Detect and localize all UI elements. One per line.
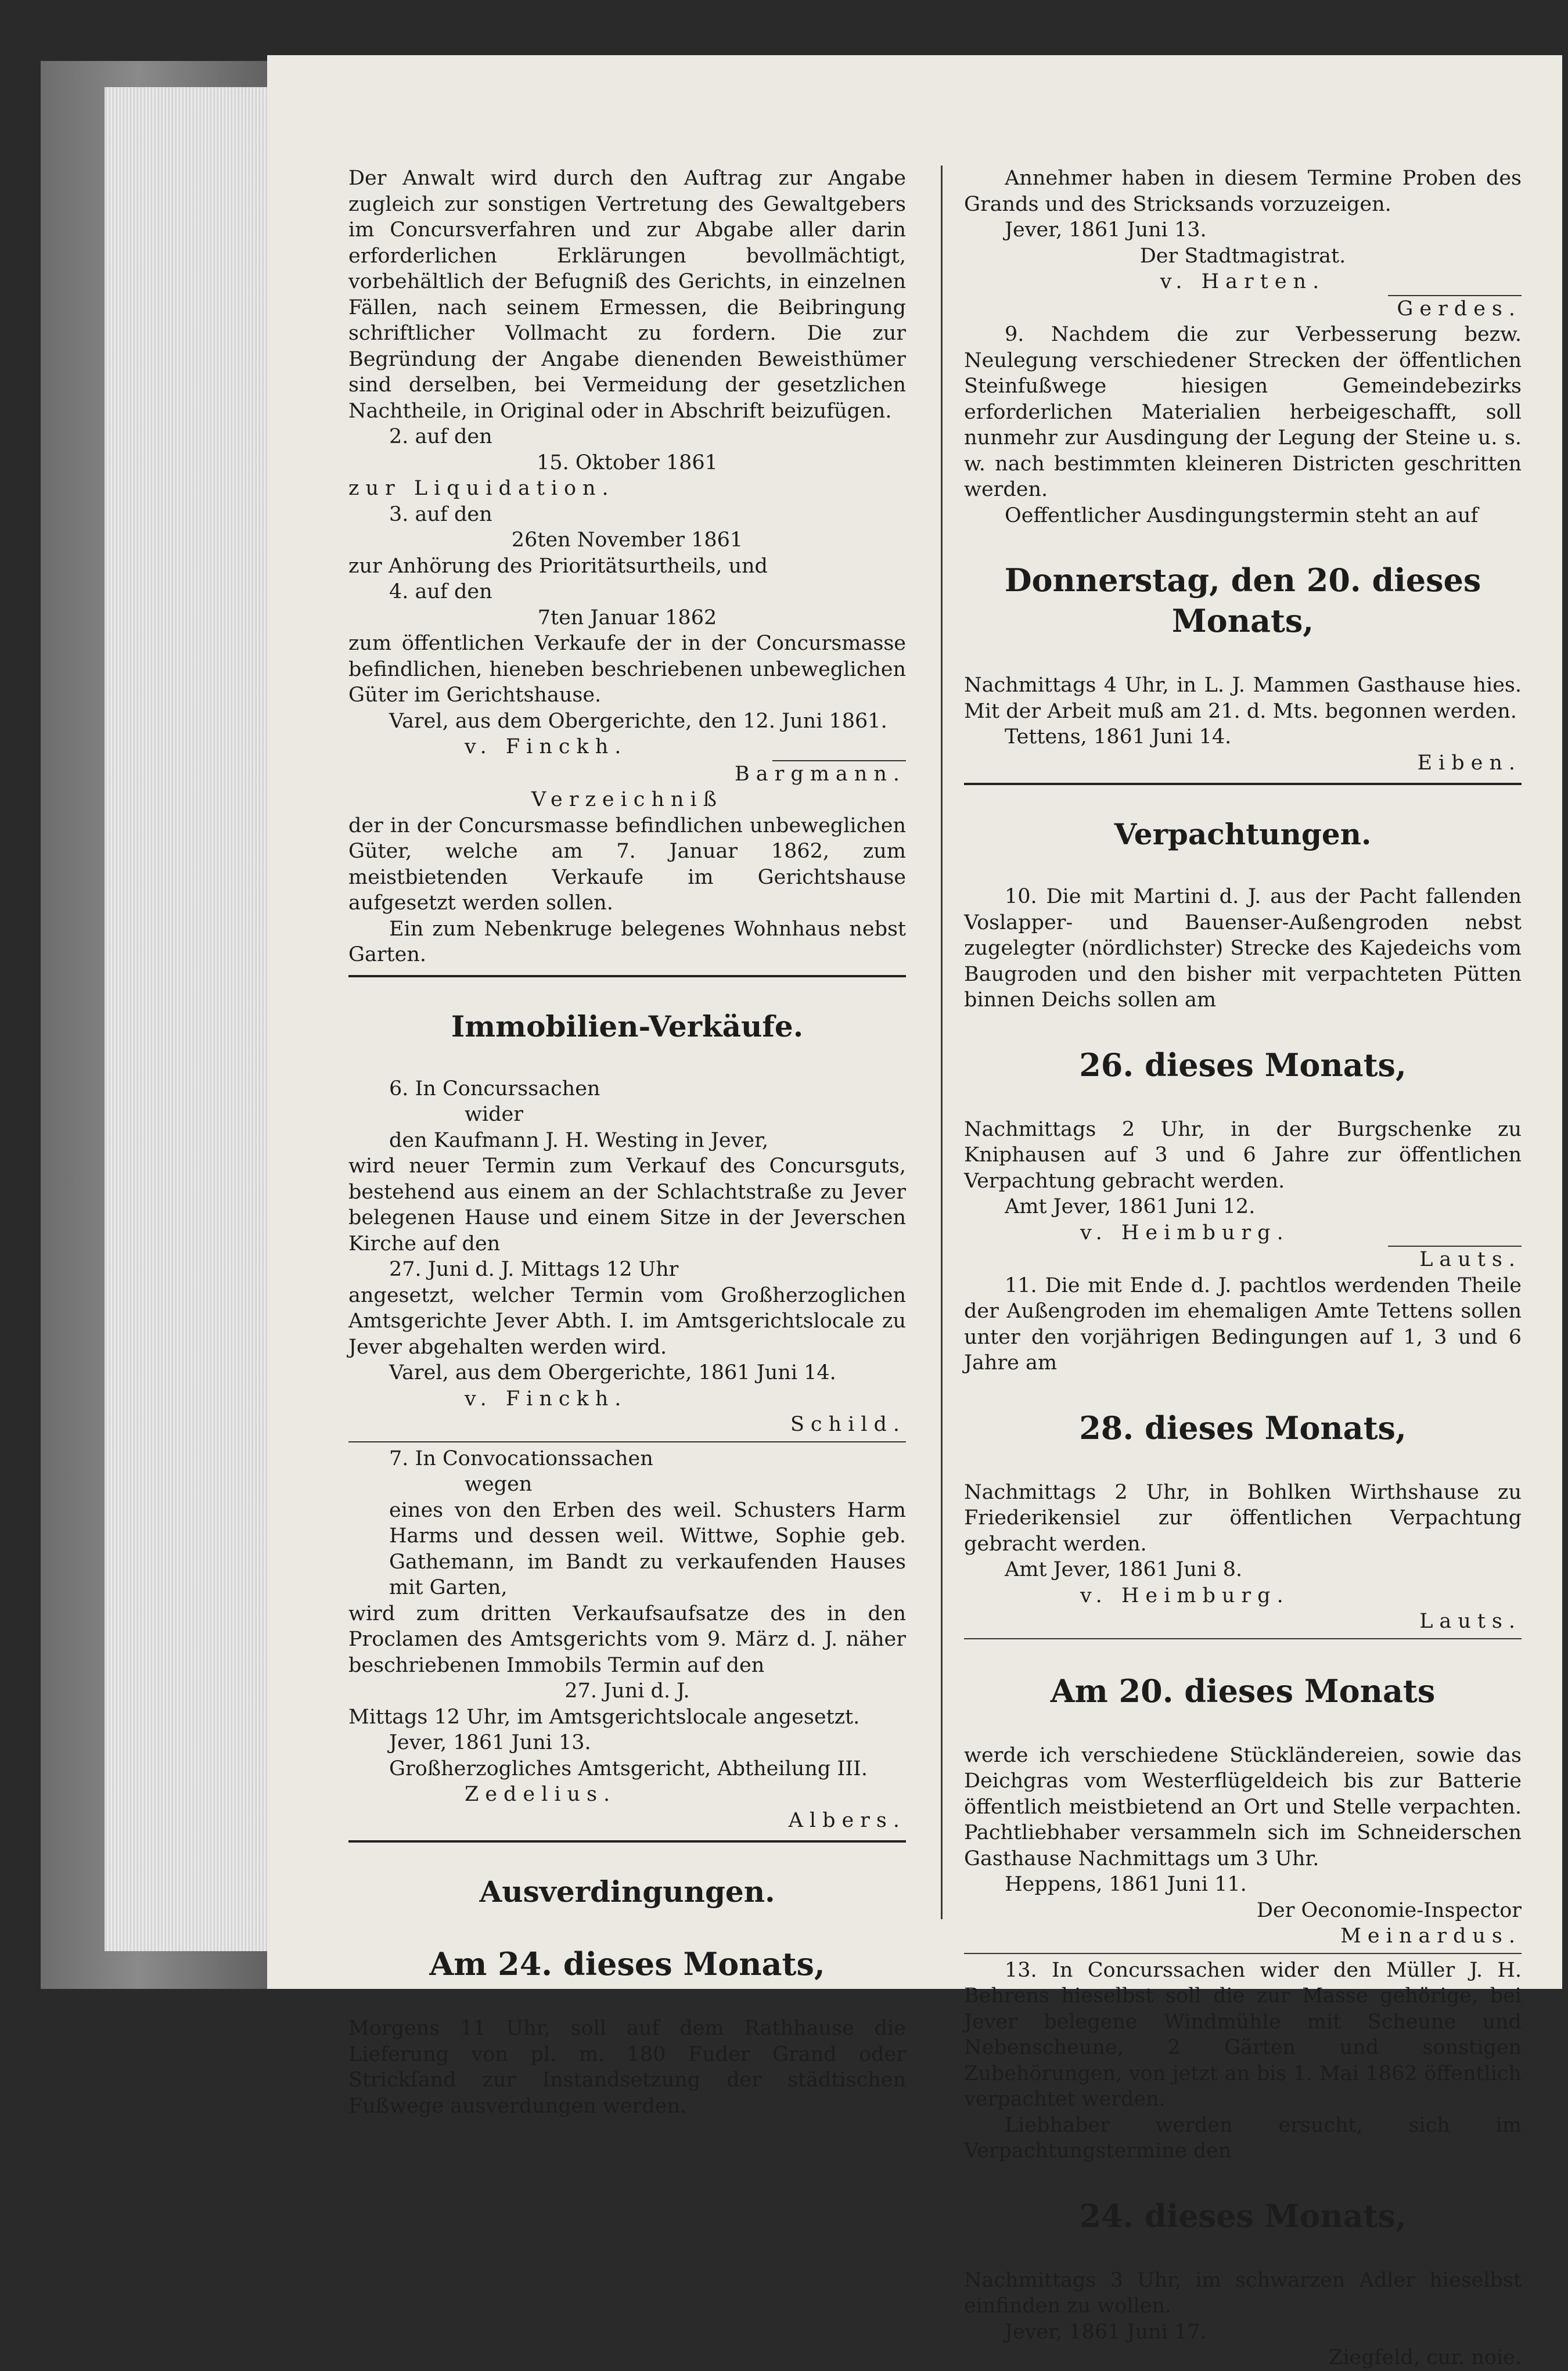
signature: v. Finckh.: [465, 735, 628, 758]
section-rule: [348, 975, 906, 977]
n12-heading: Am 20. dieses Monats: [1050, 1672, 1436, 1710]
item4-label: 4. auf den: [389, 580, 492, 603]
signature: v. Harten.: [1160, 270, 1326, 293]
rule: [348, 1441, 906, 1442]
n7-text: wird zum dritten Verkaufsaufsatze des in den Proclamen des Amtsgerichts vom 9. März d. J. näher beschriebenen Immobils Termin auf den: [348, 1602, 906, 1677]
section-heading: Immobilien-Verkäufe.: [451, 1009, 804, 1044]
n6-line-c: den Kaufmann J. H. Westing in Jever,: [389, 1128, 769, 1152]
item2-label: 2. auf den: [389, 425, 492, 448]
n12-text: werde ich verschiedene Stückländereien, sowie das Deichgras vom Westerflügeldeich bis zur Batterie öffentlich meistbietend an Ort und Stelle verpachten. Pachtliebhaber versammeln sich im Schneiderschen Gasthause Nachmittags um 3 Uhr.: [964, 1743, 1522, 1870]
signature: Lauts.: [1419, 1610, 1522, 1633]
section-heading: Ausverdingungen.: [479, 1875, 775, 1909]
intro-paragraph: Der Anwalt wird durch den Auftrag zur Angabe zugleich zur sonstigen Vertretung des Gewaltgebers im Concursverfahren und zur Abgabe aller darin erforderlichen Erklärungen bevollmächtigt, vorbehältlich der Befugniß des Gerichts, in einzelnen Fällen, nach seinem Ermessen, die Beibringung schriftlicher Vollmacht zu fordern. Die zur Begründung der Angabe dienenden Beweisthümer sind derselben, bei Vermeidung der gesetzlichen Nachtheile, in Original oder in Abschrift beizufügen.: [348, 167, 906, 423]
list-item: Ein zum Nebenkruge belegenes Wohnhaus nebst Garten.: [348, 917, 906, 966]
n6-date: 27. Juni d. J. Mittags 12 Uhr: [389, 1258, 679, 1281]
signature: Lauts.: [1419, 1248, 1522, 1271]
n10-text: 10. Die mit Martini d. J. aus der Pacht fallenden Voslapper- und Bauenser-Außengroden nebst zugelegter (nördlichster) Strecke des Kajedeichs vom Baugroden und den bisher mit verpachteten Pütten binnen Deichs sollen am: [964, 885, 1522, 1012]
n9-heading: Donnerstag, den 20. dieses Monats,: [1004, 562, 1481, 639]
n10-text2: Nachmittags 2 Uhr, in der Burgschenke zu Kniphausen auf 3 und 6 Jahre zur öffentlichen Verpachtung gebracht werden.: [964, 1117, 1522, 1193]
left-column: [348, 165, 906, 2119]
n10-heading: 26. dieses Monats,: [1079, 1046, 1407, 1084]
signature: Albers.: [788, 1808, 906, 1832]
section-rule: [348, 1840, 906, 1843]
n11-heading: 28. dieses Monats,: [1079, 1409, 1407, 1447]
rule: [964, 1638, 1522, 1639]
n6-text: wird neuer Termin zum Verkauf des Concursguts, bestehend aus einem an der Schlachtstraße zu Jever belegenen Hause und einem Sitze in der Jeverschen Kirche auf den: [348, 1154, 906, 1255]
n6-line-a: 6. In Concurssachen: [389, 1077, 600, 1100]
signature: Eiben.: [1417, 751, 1522, 775]
place-date: Jever, 1861 Juni 13.: [1005, 218, 1207, 242]
n8-continuation: Annehmer haben in diesem Termine Proben des Grands und des Stricksands vorzuzeigen.: [964, 167, 1522, 216]
place-date: Amt Jever, 1861 Juni 12.: [1005, 1195, 1256, 1218]
item3-text: zur Anhörung des Prioritätsurtheils, und: [348, 554, 768, 578]
list-description: der in der Concursmasse befindlichen unbeweglichen Güter, welche am 7. Januar 1862, zum meistbietenden Verkaufe im Gerichtshause aufgesetzt werden sollen.: [348, 814, 906, 915]
page-edges: [105, 87, 273, 1951]
rule: [964, 1953, 1522, 1954]
signature: Bargmann.: [735, 762, 906, 786]
signature: Schild.: [790, 1413, 906, 1436]
signature: v. Finckh.: [465, 1387, 628, 1411]
n13-text2: Liebhaber werden ersucht, sich im Verpachtungstermine den: [964, 2113, 1522, 2163]
place-date: Varel, aus dem Obergerichte, den 12. Juni 1861.: [389, 709, 887, 733]
place-date: Varel, aus dem Obergerichte, 1861 Juni 14.: [389, 1361, 836, 1384]
item3-label: 3. auf den: [389, 502, 492, 526]
n9-text: 9. Nachdem die zur Verbesserung bezw. Neulegung verschiedener Strecken der öffentlichen Steinfußwege hiesigen Gemeindebezirks erforderlichen Materialien herbeigeschafft, soll nunmehr zur Ausdingung der Legung der Steine u. s. w. nach bestimmten kleineren Districten geschritten werden.: [964, 323, 1522, 501]
n7-line-b: wegen: [465, 1473, 533, 1496]
column-divider: [941, 165, 943, 1919]
place-date: Amt Jever, 1861 Juni 8.: [1005, 1558, 1243, 1581]
place-date: Jever, 1861 Juni 17.: [1005, 2320, 1207, 2344]
signature: v. Heimburg.: [1080, 1221, 1290, 1244]
section-rule: [964, 783, 1522, 785]
n7-line-c: eines von den Erben des weil. Schusters Harm Harms und dessen weil. Wittwe, Sophie geb. Gathemann, im Bandt zu verkaufenden Hauses mit Garten,: [389, 1498, 906, 1599]
right-column: [964, 165, 1522, 2371]
n6-text2: angesetzt, welcher Termin vom Großherzoglichen Amtsgerichte Jever Abth. I. im Amtsgerichtslocale zu Jever abgehalten werden wird.: [348, 1283, 906, 1359]
n13-heading: 24. dieses Monats,: [1079, 2197, 1407, 2235]
authority: Der Stadtmagistrat.: [1139, 244, 1346, 268]
place-date: Heppens, 1861 Juni 11.: [1005, 1873, 1247, 1896]
section-heading: Verpachtungen.: [1114, 817, 1372, 851]
signature: v. Heimburg.: [1080, 1584, 1290, 1607]
place-date: Jever, 1861 Juni 13.: [389, 1731, 591, 1754]
signature: Meinardus.: [1340, 1924, 1522, 1948]
newspaper-page: [267, 55, 1562, 2369]
n6-line-b: wider: [465, 1103, 524, 1126]
item2-text: zur Liquidation.: [348, 477, 615, 500]
n13-text: 13. In Concurssachen wider den Müller J. H. Behrens hieselbst soll die zur Masse gehörige, bei Jever belegene Windmühle mit Scheune und Nebenscheune, 2 Gärten und sonstigen Zubehörungen, von jetzt an bis 1. Mai 1862 öffentlich verpachtet werden.: [964, 1958, 1522, 2111]
signature: Ziegfeld, cur. noie.: [1328, 2346, 1522, 2369]
signature: Zedelius.: [465, 1783, 617, 1806]
court-name: Großherzogliches Amtsgericht, Abtheilung III.: [389, 1757, 868, 1780]
item3-date: 26ten November 1861: [511, 528, 743, 552]
signature: Gerdes.: [1397, 297, 1522, 321]
n9-text3: Nachmittags 4 Uhr, in L. J. Mammen Gasthause hies. Mit der Arbeit muß am 21. d. Mts. begonnen werden.: [964, 674, 1522, 723]
n11-text: 11. Die mit Ende d. J. pachtlos werdenden Theile der Außengroden im ehemaligen Amte Tettens sollen unter den vorjährigen Bedingungen auf 1, 3 und 6 Jahre am: [964, 1273, 1522, 1375]
n8-heading: Am 24. dieses Monats,: [429, 1945, 825, 1983]
list-title: Verzeichniß: [531, 788, 724, 811]
n9-text2: Oeffentlicher Ausdingungstermin steht an auf: [1005, 503, 1479, 527]
n7-date: 27. Juni d. J.: [564, 1679, 690, 1703]
n13-text3: Nachmittags 3 Uhr, im schwarzen Adler hieselbst einfinden zu wollen.: [964, 2268, 1522, 2318]
item4-date: 7ten Januar 1862: [537, 606, 717, 629]
n8-text: Morgens 11 Uhr, soll auf dem Rathhause die Lieferung von pl. m. 180 Fuder Grand oder Strickſand zur Instandsetzung der städtischen Fußwege ausverdungen werden.: [348, 2017, 906, 2118]
item2-date: 15. Oktober 1861: [537, 451, 718, 474]
authority: Der Oeconomie-Inspector: [1256, 1898, 1522, 1922]
n11-text2: Nachmittags 2 Uhr, in Bohlken Wirthshause zu Friederikensiel zur öffentlichen Verpachtung gebracht werden.: [964, 1480, 1522, 1556]
item4-text: zum öffentlichen Verkaufe der in der Concursmasse befindlichen, hieneben beschriebenen unbeweglichen Güter im Gerichtshause.: [348, 632, 906, 707]
place-date: Tettens, 1861 Juni 14.: [1005, 725, 1232, 749]
n7-line-a: 7. In Convocationssachen: [389, 1447, 653, 1470]
n7-text2: Mittags 12 Uhr, im Amtsgerichtslocale angesetzt.: [348, 1705, 860, 1729]
